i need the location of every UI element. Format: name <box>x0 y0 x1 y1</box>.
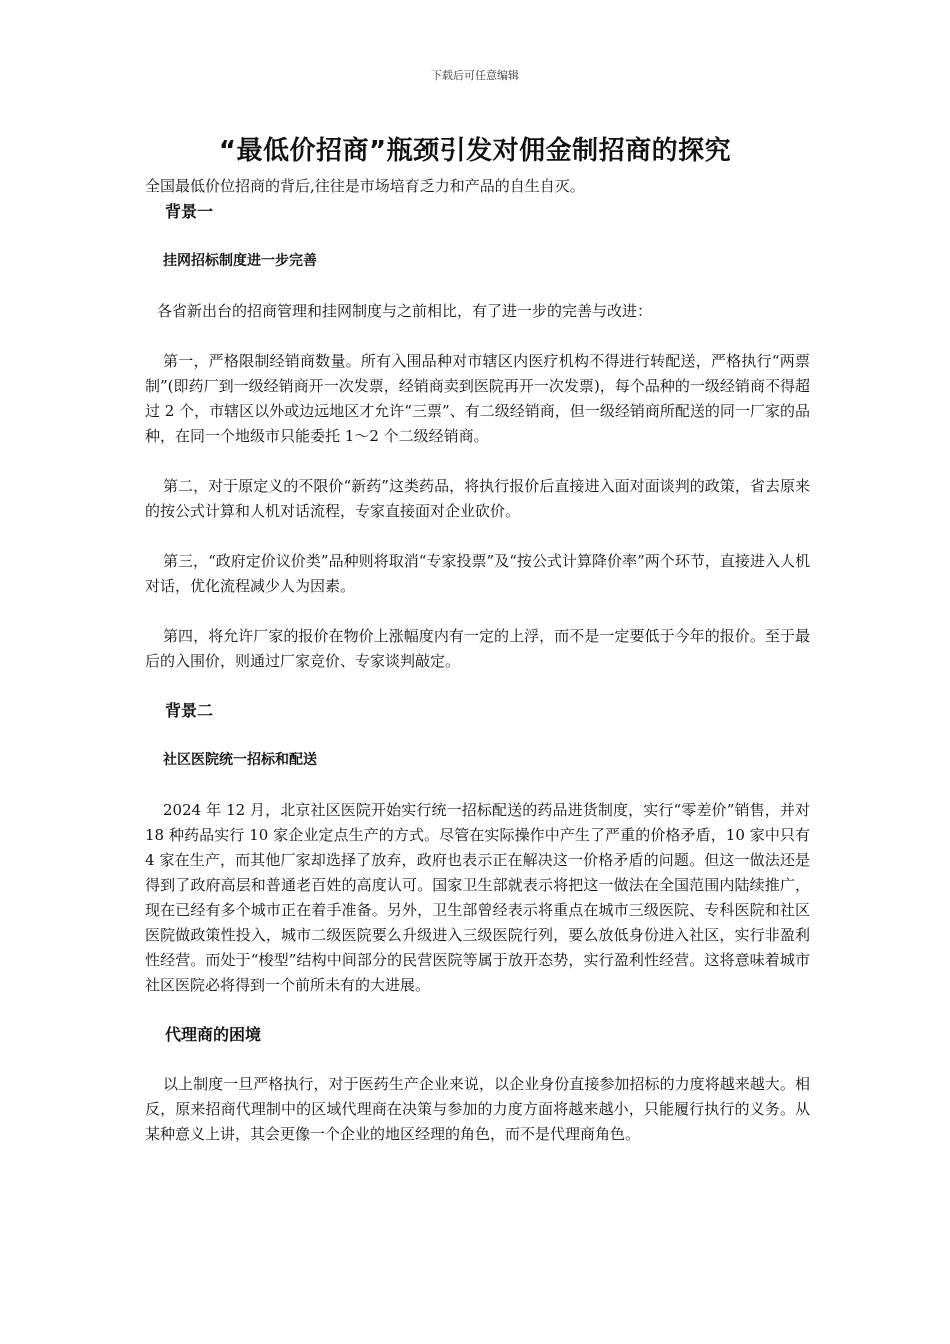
paragraph-intro: 各省新出台的招商管理和挂网制度与之前相比，有了进一步的完善与改进： <box>157 302 653 320</box>
paragraph-second: 第二，对于原定义的不限价“新药”这类药品，将执行报价后直接进入面对面谈判的政策，省去原来的按公式计算和人机对话流程，专家直接面对企业砍价。 <box>145 477 810 520</box>
section-heading-background-2: 背景二 <box>165 701 214 720</box>
section-heading-background-1: 背景一 <box>165 202 214 221</box>
document-subtitle: 全国最低价位招商的背后,往往是市场培育乏力和产品的自生自灭。 <box>145 177 585 195</box>
section-subheading-online-bidding: 挂网招标制度进一步完善 <box>163 253 317 269</box>
paragraph-community-hospital: 2024 年 12 月，北京社区医院开始实行统一招标配送的药品进货制度，实行“零差价”销售，并对 18 种药品实行 10 家企业定点生产的方式。尽管在实际操作中产生了严重的价格矛盾，10 家中只有 4 家在生产，而其他厂家却选择了放弃，政府也表示正在解决这一价格矛盾的问题。但这一做法还是得到了政府高层和普通老百姓的高度认可。国家卫生部就表示将把这一做法在全国范围内陆续推广，现在已经有多个城市正在着手准备。另外，卫生部曾经表示将重点在城市三级医院、专科医院和社区医院做政策性投入，城市二级医院要么升级进入三级医院行列，要么放低身份进入社区，实行非盈利性经营。而处于“梭型”结构中间部分的民营医院等属于放开态势，实行盈利性经营。这将意味着城市社区医院必将得到一个前所未有的大进展。 <box>145 801 810 994</box>
paragraph-third: 第三，“政府定价议价类”品种则将取消“专家投票”及“按公式计算降价率”两个环节，直接进入人机对话，优化流程减少人为因素。 <box>145 552 810 595</box>
paragraph-first: 第一，严格限制经销商数量。所有入围品种对市辖区内医疗机构不得进行转配送，严格执行“两票制”(即药厂到一级经销商开一次发票，经销商卖到医院再开一次发票)，每个品种的一级经销商不得超过 2 个，市辖区以外或边远地区才允许“三票”、有二级经销商，但一级经销商所配送的同一厂家的品种，在同一个地级市只能委托 1～2 个二级经销商。 <box>145 352 810 445</box>
section-subheading-community-hospital: 社区医院统一招标和配送 <box>163 752 317 768</box>
header-note: 下载后可任意编辑 <box>431 69 519 82</box>
document-body <box>145 174 810 1147</box>
section-heading-agent-dilemma: 代理商的困境 <box>165 1025 262 1044</box>
document-title: “最低价招商”瓶颈引发对佣金制招商的探究 <box>218 136 732 166</box>
paragraph-agent-dilemma: 以上制度一旦严格执行，对于医药生产企业来说，以企业身份直接参加招标的力度将越来越大。相反，原来招商代理制中的区域代理商在决策与参加的力度方面将越来越小，只能履行执行的义务。从某种意义上讲，其会更像一个企业的地区经理的角色，而不是代理商角色。 <box>145 1075 810 1143</box>
paragraph-fourth: 第四，将允许厂家的报价在物价上涨幅度内有一定的上浮，而不是一定要低于今年的报价。至于最后的入围价，则通过厂家竞价、专家谈判敲定。 <box>145 627 810 670</box>
